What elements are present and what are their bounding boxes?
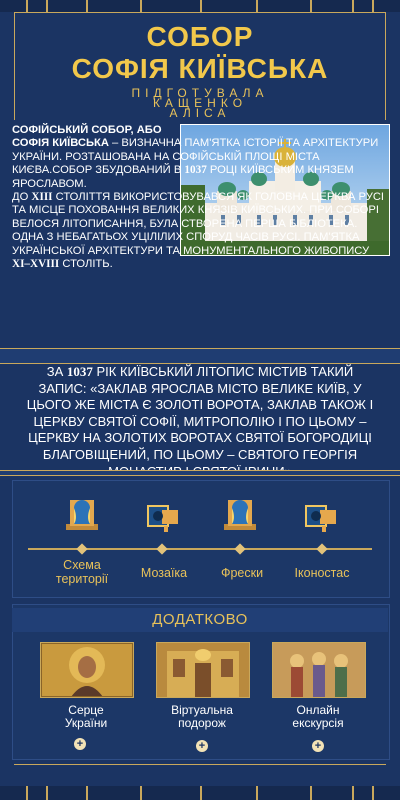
section-divider-2 <box>0 470 400 476</box>
credit-line2: КАЩЕНКО <box>152 96 248 110</box>
intro-paragraph-part3: ДО <box>12 191 32 204</box>
expand-plus-icon[interactable]: + <box>312 740 324 752</box>
iconostasis-image[interactable] <box>156 642 250 698</box>
intro-paragraph-part2: РОЦІ КИЇВСЬКИМ КНЯЗЕМ ЯРОСЛАВОМ. <box>12 164 354 190</box>
section-link-mosaic[interactable] <box>126 566 202 580</box>
quote-part2: РІК КИЇВСЬКИЙ ЛІТОПИС МІСТИВ ТАКИЙ ЗАПИС: «ЗАКЛАВ ЯРОСЛАВ МІСТО ВЕЛИКЕ КИЇВ, У ЦЬОГО ЖЕ МІСТА Є ЗОЛОТІ ВОРОТА, ЗАКЛАВ ТАКОЖ І ЦЕРКВУ СВЯТОЇ СОФІЇ, МИТРОПОЛІЮ І ПО ЦЬОМУ – ЦЕРКВУ НА ЗОЛОТИХ ВОРОТАХ СВЯТОЇ БОГОРОДИЦІ БЛАГОВІЩЕНИЙ, ПО ЦЬОМУ – СВЯТОГО ГЕОРГІЯ <box>26 364 374 462</box>
page-title-line2: СОФІЯ КИЇВСЬКА <box>71 53 329 84</box>
section-label: території <box>55 572 109 586</box>
extra-section-title: ДОДАТКОВО <box>12 608 388 632</box>
section-link-iconostasis[interactable] <box>284 566 360 580</box>
intro-century1: XIII <box>31 191 53 204</box>
page-title-line1: СОБОР <box>146 21 254 52</box>
intro-paragraph-part1: – ВИЗНАЧНА ПАМ'ЯТКА ІСТОРІЇ ТА АРХІТЕКТУРИ УКРАЇНИ. РОЗТАШОВАНА НА СОФІЙСЬКІЙ ПЛОЩІ МІСТА КИЄВА.СОБОР ЗБУДОВАНИЙ В <box>12 137 379 177</box>
projector-icon[interactable] <box>142 494 186 538</box>
top-frame-line <box>14 12 386 13</box>
section-label: Фрески <box>220 566 264 580</box>
expand-plus-icon[interactable]: + <box>196 740 208 752</box>
extra-label-virtual: Віртуальна подорож <box>171 703 233 730</box>
bottom-decorative-bar <box>0 786 400 800</box>
chronicle-quote <box>22 364 378 480</box>
quote-part1: ЗА <box>46 364 67 379</box>
section-divider-1 <box>0 348 400 364</box>
theater-icon[interactable] <box>218 494 262 538</box>
extra-label-heart: Серце України <box>64 703 108 730</box>
top-decorative-bar <box>0 0 400 12</box>
mosaic-christ-image[interactable] <box>40 642 134 698</box>
quote-year: 1037 <box>66 364 93 379</box>
credit-line1: ПІДГОТУВАЛА <box>131 86 269 100</box>
fresco-image[interactable] <box>272 642 366 698</box>
intro-paragraph-part4: СТОЛІТТЯ ВИКОРИСТОВУВАВСЯ ЯК ГОЛОВНА ЦЕРКВА РУСІ ТА МІСЦЕ ПОХОВАННЯ ВЕЛИКИХ КНЯЗІВ КИЇВСЬКИХ. ПРИ СОБОРІ ВЕЛОСЯ ЛІТОПИСАННЯ, БУЛА СТВОРЕНА ПЕРША БІБЛІОТЕКА. ОДНА З НЕБАГАТЬОХ УЦІЛІЛИХ СПОРУД ЧАСІВ РУСІ. ПАМ'ЯТКА УКРАЇНСЬКОЇ АРХІТЕКТУРИ ТА МОНУМЕНТАЛЬНОГО ЖИВОПИСУ <box>12 191 385 257</box>
intro-text <box>12 124 390 271</box>
section-link-territory[interactable] <box>44 558 120 586</box>
bottom-frame-line <box>14 764 386 765</box>
expand-plus-icon[interactable]: + <box>74 738 86 750</box>
intro-paragraph-part5: СТОЛІТЬ. <box>59 258 113 271</box>
section-label: Мозаїка <box>140 566 188 580</box>
extra-label-online: Онлайн екскурсія <box>292 703 344 730</box>
projector-icon[interactable] <box>300 494 344 538</box>
section-label: Схема <box>63 558 101 572</box>
intro-name-line1: СОФІЙСЬКИЙ СОБОР, АБО <box>12 124 162 136</box>
intro-year: 1037 <box>184 164 207 177</box>
section-label: Іконостас <box>294 566 350 580</box>
credit-line3: АЛІСА <box>169 106 231 120</box>
section-link-frescoes[interactable] <box>204 566 280 580</box>
theater-icon[interactable] <box>60 494 104 538</box>
intro-century2: XI–XVIII <box>12 258 60 271</box>
intro-name-line2: СОФІЯ КИЇВСЬКА <box>12 137 109 150</box>
